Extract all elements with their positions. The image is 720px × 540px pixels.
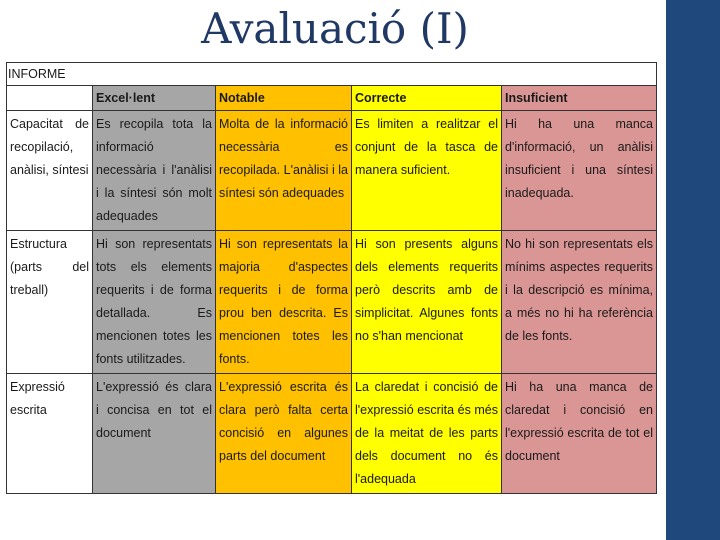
rubric-cell-correct: Es limiten a realitzar el conjunt de la tasca de manera suficient.	[352, 111, 502, 231]
header-empty-cell	[7, 86, 93, 111]
level-header-excellent: Excel·lent	[93, 86, 216, 111]
criterion-label: Estructura (parts del treball)	[7, 231, 93, 374]
report-title: INFORME	[7, 63, 657, 86]
level-header-correct: Correcte	[352, 86, 502, 111]
rubric-cell-notable: Hi son representats la majoria d'aspectes requerits i de forma prou ben descrita. Es mencionen totes les fonts.	[216, 231, 352, 374]
evaluation-rubric-table	[6, 62, 657, 494]
table-row	[7, 231, 657, 374]
report-title-row	[7, 63, 657, 86]
rubric-cell-correct: La claredat i concisió de l'expressió escrita és més de la meitat de les parts dels document no és l'adequada	[352, 374, 502, 494]
decorative-side-bar	[666, 0, 720, 540]
rubric-cell-notable: L'expressió escrita és clara però falta certa concisió en algunes parts del document	[216, 374, 352, 494]
rubric-cell-excellent: Hi son representats tots els elements requerits i de forma detallada. Es mencionen totes les fonts utilitzades.	[93, 231, 216, 374]
table-row	[7, 374, 657, 494]
rubric-cell-insufficient: Hi ha una manca de claredat i concisió en l'expressió escrita de tot el document	[502, 374, 657, 494]
rubric-cell-notable: Molta de la informació necessària es recopilada. L'anàlisi i la síntesi són adequades	[216, 111, 352, 231]
level-header-notable: Notable	[216, 86, 352, 111]
rubric-cell-excellent: L'expressió és clara i concisa en tot el document	[93, 374, 216, 494]
table-row	[7, 111, 657, 231]
rubric-cell-insufficient: No hi son representats els mínims aspectes requerits i la descripció es mínima, a més no hi ha referència de les fonts.	[502, 231, 657, 374]
rubric-cell-correct: Hi son presents alguns dels elements requerits però descrits amb de simplicitat. Algunes fonts no s'han mencionat	[352, 231, 502, 374]
rubric-cell-excellent: Es recopila tota la informació necessària i l'anàlisi i la síntesi són molt adequades	[93, 111, 216, 231]
level-header-row	[7, 86, 657, 111]
level-header-insufficient: Insuficient	[502, 86, 657, 111]
criterion-label: Expressió escrita	[7, 374, 93, 494]
criterion-label: Capacitat de recopilació, anàlisi, síntesi	[7, 111, 93, 231]
slide-title: Avaluació (I)	[201, 4, 469, 53]
rubric-cell-insufficient: Hi ha una manca d'informació, un anàlisi insuficient i una síntesi inadequada.	[502, 111, 657, 231]
